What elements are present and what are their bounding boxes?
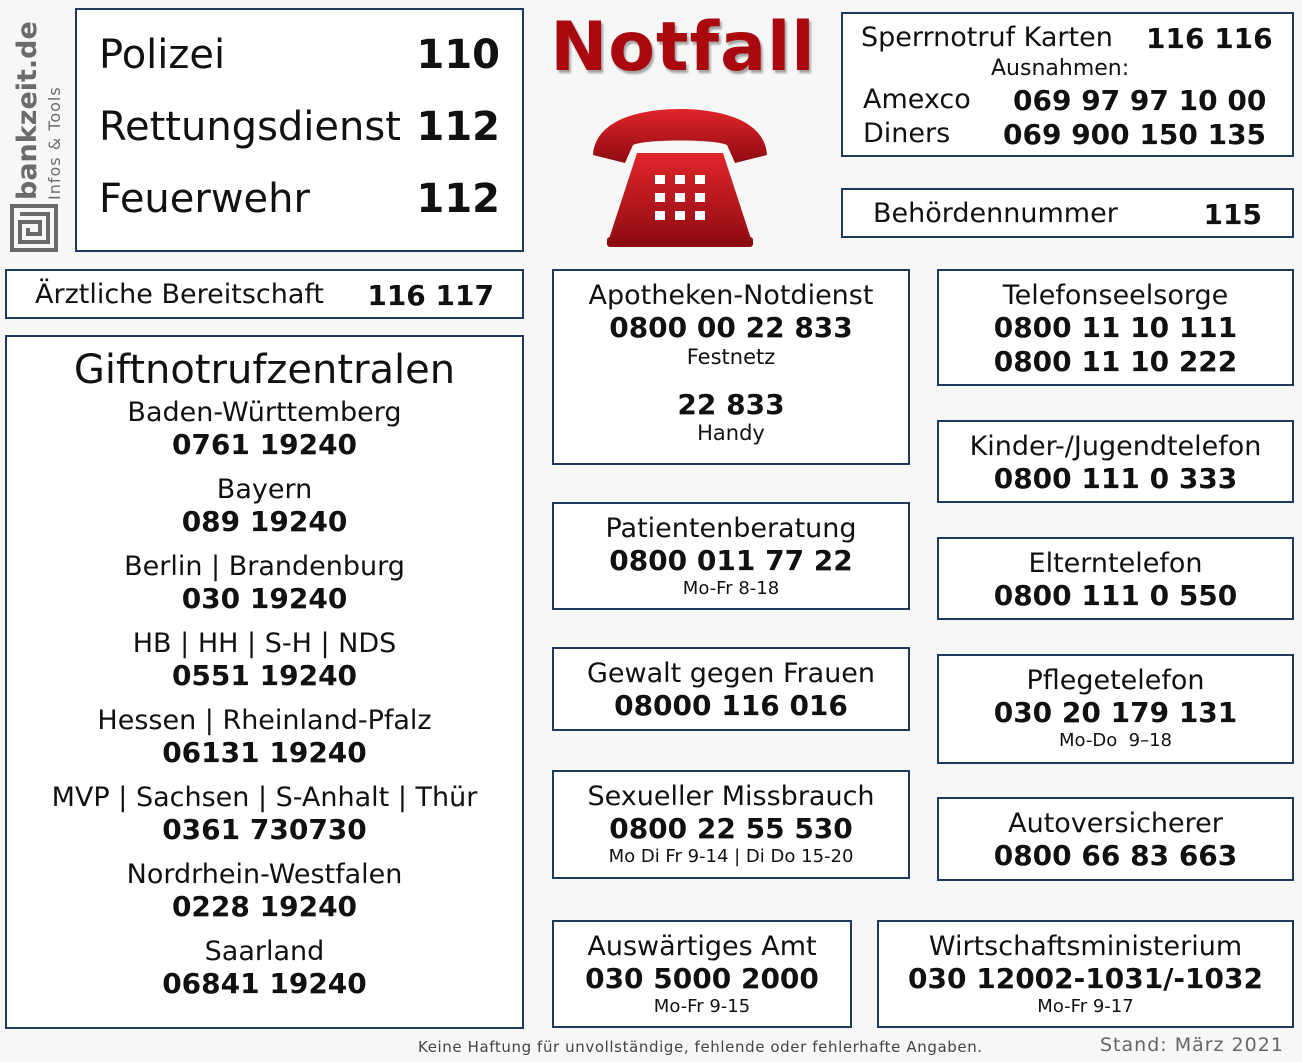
auswaertig-label: Auswärtiges Amt (587, 931, 817, 962)
gewalt-label: Gewalt gegen Frauen (586, 658, 876, 689)
auswaertig-box (552, 920, 852, 1028)
wirtschaft-label: Wirtschaftsministerium (928, 931, 1243, 962)
apotheken-label: Apotheken-Notdienst (588, 280, 874, 311)
gift-entry (7, 397, 522, 474)
eltern-label: Elterntelefon (1028, 548, 1203, 579)
wirtschaft-hours: Mo-Fr 9-17 (1037, 995, 1134, 1017)
wirtschaft-number: 030 12002-1031/-1032 (908, 962, 1263, 996)
diners-label: Diners (863, 118, 951, 149)
aerztlich-label: Ärztliche Bereitschaft (35, 279, 325, 310)
patienten-number: 0800 011 77 22 (609, 544, 853, 578)
gift-region: Baden-Württemberg (127, 397, 402, 428)
fire-number: 112 (416, 176, 500, 222)
bankzeit-logo (8, 18, 64, 254)
exceptions-label: Ausnahmen: (991, 56, 1130, 81)
gift-entry (7, 782, 522, 859)
rescue-number: 112 (416, 104, 500, 150)
kinder-box (937, 420, 1294, 503)
missbrauch-hours: Mo Di Fr 9-14 | Di Do 15-20 (608, 845, 854, 867)
gift-region: Bayern (216, 474, 313, 505)
diners-number: 069 900 150 135 (1003, 118, 1267, 151)
gift-region: Berlin | Brandenburg (124, 551, 405, 582)
auswaertig-number: 030 5000 2000 (585, 962, 819, 996)
gift-number: 0761 19240 (171, 428, 358, 462)
rescue-label: Rettungsdienst (99, 104, 401, 150)
gift-number: 089 19240 (181, 505, 348, 539)
aerztlich-number: 116 117 (367, 279, 494, 312)
pflege-hours: Mo-Do 9–18 (1058, 729, 1173, 751)
amexco-number: 069 97 97 10 00 (1013, 84, 1267, 117)
gift-entry (7, 551, 522, 628)
eltern-number: 0800 111 0 550 (993, 579, 1238, 613)
gift-entry (7, 936, 522, 1013)
gift-region: HB | HH | S-H | NDS (132, 628, 397, 659)
fire-label: Feuerwehr (99, 176, 310, 222)
telefonseelsorge-number-1: 0800 11 10 111 (993, 311, 1238, 345)
autoversicherer-box (937, 797, 1294, 881)
missbrauch-label: Sexueller Missbrauch (587, 781, 875, 812)
eltern-box (937, 537, 1294, 620)
apotheken-number-festnetz: 0800 00 22 833 (609, 311, 853, 345)
pflege-label: Pflegetelefon (1026, 665, 1205, 696)
maze-logo-icon (10, 204, 58, 252)
gift-number: 0551 19240 (171, 659, 358, 693)
gift-number: 06131 19240 (162, 736, 367, 770)
logo-brand: bankzeit.de (12, 21, 43, 200)
patienten-label: Patientenberatung (605, 513, 857, 544)
gift-entry (7, 628, 522, 705)
behoerden-number: 115 (1203, 198, 1262, 231)
pflege-box (937, 654, 1294, 764)
gewalt-box (552, 647, 910, 731)
sperrnotruf-box (841, 12, 1294, 157)
telephone-icon (585, 105, 775, 250)
gift-entry (7, 705, 522, 782)
gift-region: Nordrhein-Westfalen (126, 859, 403, 890)
missbrauch-box (552, 770, 910, 879)
auswaertig-hours: Mo-Fr 9-15 (653, 995, 751, 1017)
gift-number: 030 19240 (181, 582, 348, 616)
gift-entry (7, 474, 522, 551)
stand-date: Stand: März 2021 (1100, 1034, 1284, 1056)
giftnotruf-box (5, 335, 524, 1029)
apotheken-number-handy: 22 833 (677, 387, 785, 421)
patienten-hours: Mo-Fr 8-18 (682, 577, 780, 599)
gift-number: 0361 730730 (162, 813, 367, 847)
gift-entry (7, 859, 522, 936)
logo-tagline: Infos & Tools (45, 86, 64, 200)
gift-region: MVP | Sachsen | S-Anhalt | Thür (51, 782, 478, 813)
sperrnotruf-number: 116 116 (1146, 22, 1273, 55)
autoversicherer-number: 0800 66 83 663 (993, 839, 1238, 873)
police-label: Polizei (99, 32, 226, 78)
page-title: Notfall (550, 8, 816, 87)
patienten-box (552, 502, 910, 610)
police-number: 110 (416, 32, 500, 78)
gewalt-number: 08000 116 016 (614, 689, 848, 723)
sperrnotruf-label: Sperrnotruf Karten (861, 22, 1113, 53)
telefonseelsorge-label: Telefonseelsorge (1002, 280, 1229, 311)
autoversicherer-label: Autoversicherer (1008, 808, 1223, 839)
disclaimer: Keine Haftung für unvollständige, fehlende oder fehlerhafte Angaben. (418, 1038, 983, 1056)
kinder-number: 0800 111 0 333 (993, 462, 1238, 496)
telefonseelsorge-box (937, 269, 1294, 386)
gift-number: 0228 19240 (171, 890, 358, 924)
main-emergency-box (75, 8, 524, 252)
gift-region: Hessen | Rheinland-Pfalz (97, 705, 432, 736)
apotheken-box (552, 269, 910, 465)
apotheken-handy-label: Handy (697, 421, 765, 446)
missbrauch-number: 0800 22 55 530 (609, 812, 853, 846)
gift-number: 06841 19240 (162, 967, 367, 1001)
telefonseelsorge-number-2: 0800 11 10 222 (993, 344, 1238, 378)
behoerden-box (841, 188, 1294, 238)
wirtschaft-box (877, 920, 1294, 1028)
behoerden-label: Behördennummer (873, 198, 1118, 229)
giftnotruf-title: Giftnotrufzentralen (73, 347, 456, 393)
aerztlich-box (5, 269, 524, 319)
kinder-label: Kinder-/Jugendtelefon (969, 431, 1262, 462)
apotheken-festnetz-label: Festnetz (686, 344, 776, 369)
gift-region: Saarland (204, 936, 325, 967)
pflege-number: 030 20 179 131 (993, 696, 1238, 730)
amexco-label: Amexco (863, 84, 971, 115)
